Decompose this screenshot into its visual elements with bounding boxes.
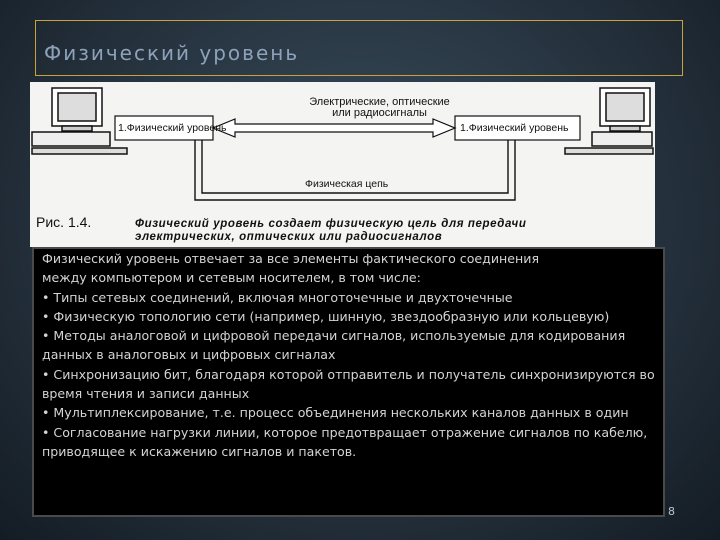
circuit-label: Физическая цепь <box>305 178 389 190</box>
slide-title: Физический уровень <box>44 41 300 65</box>
diagram-figure <box>30 82 655 247</box>
signals-label-line1: Электрические, оптические <box>309 96 450 108</box>
left-computer-icon <box>32 88 127 154</box>
bullet-item: • Физическую топологию сети (например, шинную, звездообразную или кольцевую) <box>42 308 610 324</box>
right-layer-label: 1.Физический уровень <box>460 122 569 134</box>
intro-line1: Физический уровень отвечает за все элементы фактического соединения <box>42 251 540 266</box>
page-number: 8 <box>668 505 675 518</box>
title-box <box>35 20 683 76</box>
bullet-item: • Типы сетевых соединений, включая многоточечные и двухточечные <box>42 289 513 305</box>
caption-number: Рис. 1.4. <box>36 214 92 230</box>
physical-circuit-path <box>195 140 515 200</box>
bullet-item: • Согласование нагрузки линии, которое предотвращает отражение сигналов по кабелю, приводящее к искажению сигналов и пакетов. <box>42 424 648 459</box>
bullet-item: • Методы аналоговой и цифровой передачи сигналов, используемые для кодирования данных в аналоговых и цифровых сигналах <box>42 328 626 363</box>
signals-label <box>292 97 467 119</box>
caption-text <box>135 218 645 244</box>
caption-line2: электрических, оптических или радиосигналов <box>135 231 443 243</box>
signal-double-arrow <box>213 119 455 137</box>
bullet-item: • Мультиплексирование, т.е. процесс объединения нескольких каналов данных в один <box>42 405 629 421</box>
body-text <box>42 249 662 461</box>
intro-line2: между компьютером и сетевым носителем, в том числе: <box>42 270 421 286</box>
bullet-item: • Синхронизацию бит, благодаря которой отправитель и получатель синхронизируются во время чтения и записи данных <box>42 366 655 402</box>
signals-label-line2: или радиосигналы <box>332 107 427 119</box>
left-layer-label: 1.Физический уровень <box>118 122 227 134</box>
caption-line1: Физический уровень создает физическую цель для передачи <box>135 218 527 230</box>
